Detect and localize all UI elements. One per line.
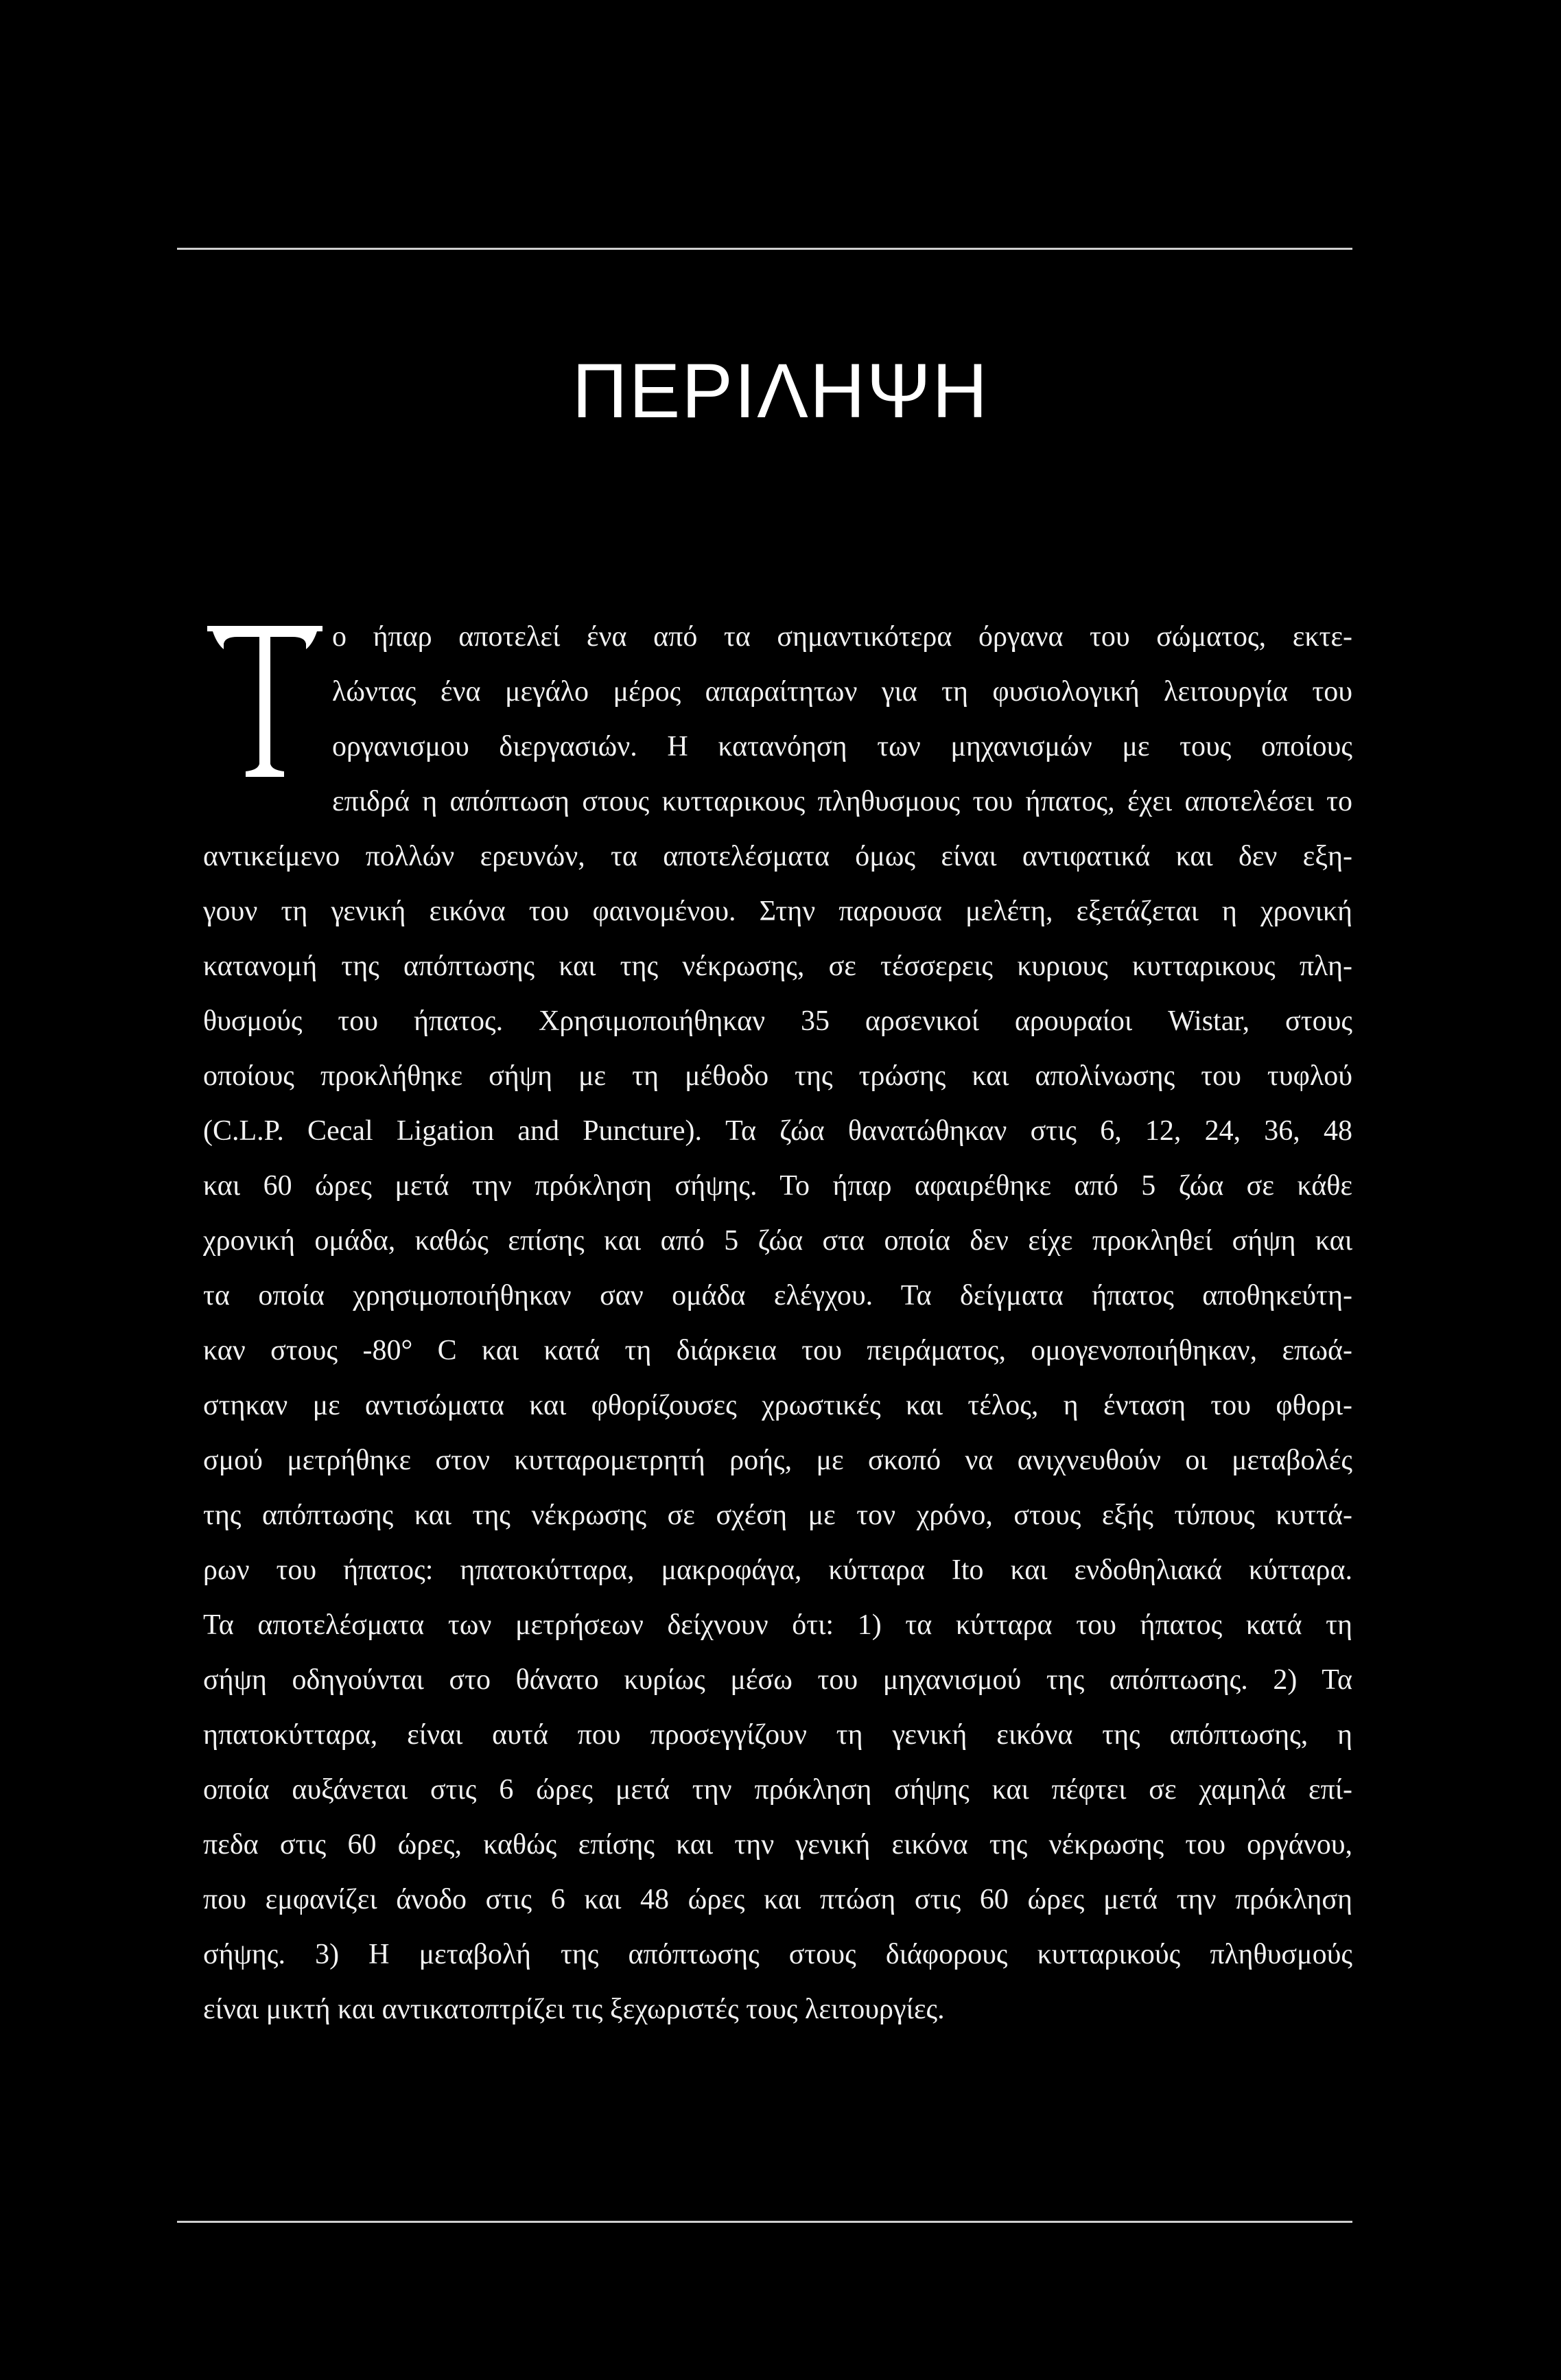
abstract-line: (C.L.P. Cecal Ligation and Puncture). Τα ζώα θανατώθηκαν στις 6, 12, 24, 36, 48 (203, 1115, 1352, 1147)
abstract-line: που εμφανίζει άνοδο στις 6 και 48 ώρες και πτώση στις 60 ώρες μετά την πρόκληση (203, 1884, 1352, 1915)
abstract-line: γουν τη γενική εικόνα του φαινομένου. Στην παρουσα μελέτη, εξετάζεται η χρονική (203, 896, 1352, 927)
abstract-line: οποία αυξάνεται στις 6 ώρες μετά την πρόκληση σήψης και πέφτει σε χαμηλά επί- (203, 1774, 1352, 1806)
abstract-body (203, 609, 1352, 2037)
bottom-rule (177, 2221, 1352, 2223)
drop-cap (203, 609, 327, 781)
abstract-line: οποίους προκλήθηκε σήψη με τη μέθοδο της τρώσης και απολίνωσης του τυφλού (203, 1060, 1352, 1092)
abstract-line: αντικείμενο πολλών ερευνών, τα αποτελέσματα όμως είναι αντιφατικά και δεν εξη- (203, 841, 1352, 872)
abstract-line: οργανισμου διεργασιών. Η κατανόηση των μηχανισμών με τους οποίους (332, 731, 1352, 762)
abstract-line: σμού μετρήθηκε στον κυτταρομετρητή ροής, με σκοπό να ανιχνευθούν οι μεταβολές (203, 1445, 1352, 1476)
abstract-line: τα οποία χρησιμοποιήθηκαν σαν ομάδα ελέγχου. Τα δείγματα ήπατος αποθηκεύτη- (203, 1280, 1352, 1311)
abstract-line: καν στους -80° C και κατά τη διάρκεια του πειράματος, ομογενοποιήθηκαν, επωά- (203, 1335, 1352, 1366)
abstract-line: θυσμούς του ήπατος. Χρησιμοποιήθηκαν 35 αρσενικοί αρουραίοι Wistar, στους (203, 1005, 1352, 1037)
drop-cap-glyph (203, 623, 327, 781)
abstract-line: σήψη οδηγούνται στο θάνατο κυρίως μέσω του μηχανισμού της απόπτωσης. 2) Τα (203, 1664, 1352, 1696)
abstract-line: στηκαν με αντισώματα και φθορίζουσες χρωστικές και τέλος, η ένταση του φθορι- (203, 1390, 1352, 1421)
abstract-line: και 60 ώρες μετά την πρόκληση σήψης. Το ήπαρ αφαιρέθηκε από 5 ζώα σε κάθε (203, 1170, 1352, 1202)
abstract-line: Τα αποτελέσματα των μετρήσεων δείχνουν ότι: 1) τα κύτταρα του ήπατος κατά τη (203, 1609, 1352, 1641)
abstract-line: πεδα στις 60 ώρες, καθώς επίσης και την γενική εικόνα της νέκρωσης του οργάνου, (203, 1829, 1352, 1860)
page-title: ΠΕΡΙΛΗΨΗ (572, 348, 989, 434)
abstract-line: είναι μικτή και αντικατοπτρίζει τις ξεχωριστές τους λειτουργίες. (203, 1994, 945, 2025)
abstract-line: κατανομή της απόπτωσης και της νέκρωσης, σε τέσσερεις κυριους κυτταρικους πλη- (203, 950, 1352, 982)
abstract-line: επιδρά η απόπτωση στους κυτταρικους πληθυσμους του ήπατος, έχει αποτελέσει το (332, 786, 1352, 817)
abstract-line: λώντας ένα μεγάλο μέρος απαραίτητων για τη φυσιολογική λειτουργία του (332, 676, 1352, 708)
abstract-line: ρων του ήπατος: ηπατοκύτταρα, μακροφάγα, κύτταρα Ito και ενδοθηλιακά κύτταρα. (203, 1554, 1352, 1586)
abstract-line: της απόπτωσης και της νέκρωσης σε σχέση με τον χρόνο, στους εξής τύπους κυττά- (203, 1500, 1352, 1531)
abstract-line: χρονική ομάδα, καθώς επίσης και από 5 ζώα στα οποία δεν είχε προκληθεί σήψη και (203, 1225, 1352, 1257)
abstract-line: ο ήπαρ αποτελεί ένα από τα σημαντικότερα όργανα του σώματος, εκτε- (332, 621, 1352, 653)
abstract-line: ηπατοκύτταρα, είναι αυτά που προσεγγίζουν τη γενική εικόνα της απόπτωσης, η (203, 1719, 1352, 1751)
top-rule (177, 248, 1352, 250)
abstract-line: σήψης. 3) Η μεταβολή της απόπτωσης στους διάφορους κυτταρικούς πληθυσμούς (203, 1939, 1352, 1970)
